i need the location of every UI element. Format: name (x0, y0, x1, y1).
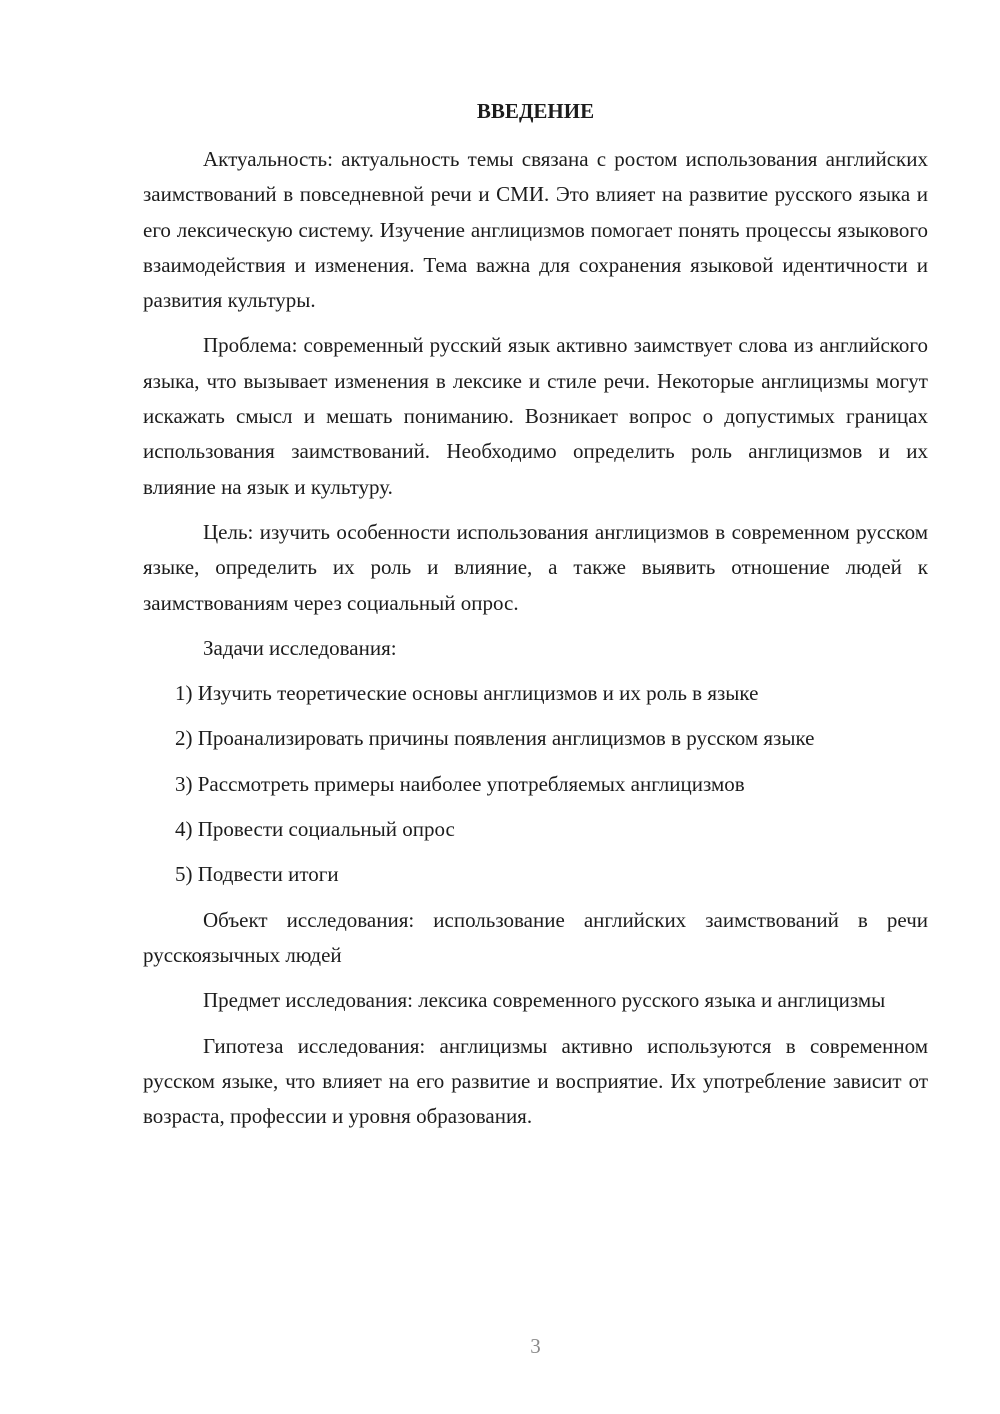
task-item-2: 2) Проанализировать причины появления англицизмов в русском языке (175, 726, 815, 751)
paragraph-relevance: Актуальность: актуальность темы связана с ростом использования английских заимствований в повседневной речи и СМИ. Это влияет на развитие русского языка и его лексическую систему. Изучение англицизмов помогает понять процессы языкового взаимодействия и изменения. Тема важна для сохранения языковой идентичности и развития культуры. (143, 147, 928, 313)
section-title: ВВЕДЕНИЕ (476, 99, 595, 123)
paragraph-subject: Предмет исследования: лексика современного русского языка и англицизмы (203, 988, 886, 1013)
task-item-4: 4) Провести социальный опрос (175, 817, 455, 842)
page-number: 3 (530, 1334, 541, 1358)
paragraph-tasks-heading: Задачи исследования: (203, 635, 397, 660)
paragraph-hypothesis: Гипотеза исследования: англицизмы активно используются в современном русском языке, что влияет на его развитие и восприятие. Их употребление зависит от возраста, профессии и уровня образования. (143, 1033, 928, 1129)
document-page (143, 0, 928, 1414)
task-item-1: 1) Изучить теоретические основы англицизмов и их роль в языке (175, 681, 759, 706)
task-item-3: 3) Рассмотреть примеры наиболее употребляемых англицизмов (175, 771, 745, 796)
paragraph-object: Объект исследования: использование английских заимствований в речи русскоязычных людей (143, 907, 928, 967)
document-body (143, 142, 928, 1144)
paragraph-goal: Цель: изучить особенности использования англицизмов в современном русском языке, определить их роль и влияние, а также выявить отношение людей к заимствованиям через социальный опрос. (143, 519, 928, 615)
task-item-5: 5) Подвести итоги (175, 862, 339, 887)
paragraph-problem: Проблема: современный русский язык активно заимствует слова из английского языка, что вызывает изменения в лексике и стиле речи. Некоторые англицизмы могут искажать смысл и мешать пониманию. Возникает вопрос о допустимых границах использования заимствований. Необходимо определить роль англицизмов и их влияние на язык и культуру. (143, 333, 928, 499)
